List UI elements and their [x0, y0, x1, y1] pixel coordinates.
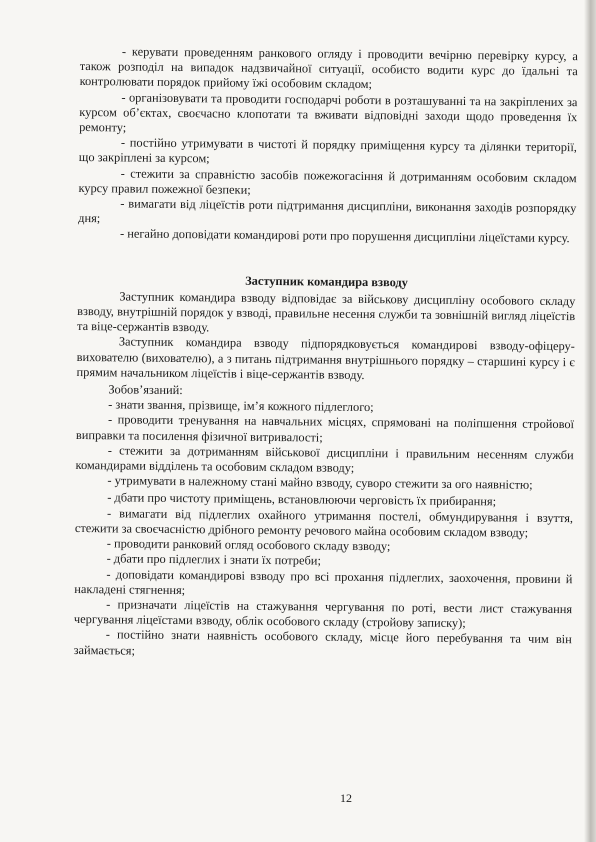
scan-edge-shadow — [584, 0, 596, 842]
duty-item: - утримувати в належному стані майно взводу, суворо стежити за ого наявністю; — [107, 473, 533, 493]
list-item: - керувати проведенням ранкового огляду і проводити вечірню перевірку курсу, а також розподіл на випадок надзвичайної ситуації, особисто водити курс до їдальні та контролювати порядок прийому їжі особовим складом; — [79, 44, 578, 92]
duty-item: - знати звання, прізвище, ім’я кожного підлеглого; — [108, 397, 374, 415]
section-paragraph: Заступник командира взводу відповідає за військову дисципліну особового складу взводу, внутрішній порядок у взводі, правильне несення служби та зовнішній вигляд ліцеїстів та віце-сержантів взводу. — [76, 289, 576, 335]
duty-item: - постійно знати наявність особового складу, місце його перебування та чим він займається; — [73, 627, 572, 658]
duty-item: - вимагати від підлеглих охайного утримання постелі, обмундирування і взуття, стежити за своєчасністю дрібного ремонту речового майна особовим складом взводу; — [74, 505, 574, 540]
section-paragraph: Заступник командира взводу підпорядковується командирові взводу-офіцеру-вихователю (вихователю), а з питань підтримання внутрішнього порядку – старшині курсу і є прямим начальником ліцеїстів і віце-сержантів взводу. — [76, 334, 575, 382]
page-text — [74, 44, 578, 663]
page-number: 12 — [340, 791, 352, 805]
duty-item: - дбати про підлеглих і знати їх потреби; — [106, 551, 322, 568]
duty-item: - дбати про чистоту приміщень, встановлюючи черговість їх прибирання; — [107, 490, 497, 509]
list-item: - організовувати та проводити господарчі роботи в розташуванні та на закріплених за курсом об’єктах, своєчасно клопотати та вживати відповідні заходи щодо проведення їх ремонту; — [79, 90, 578, 135]
duty-item: - стежити за дотриманням військової дисципліни і правильним несенням служби командирами відділень та особовим складом взводу; — [75, 443, 574, 475]
list-item: - негайно доповідати командирові роти про порушення дисципліни ліцеїстами курсу. — [119, 226, 570, 246]
duty-item: - призначати ліцеїстів на стажування чергування по роті, вести лист стажування чергування ліцеїстами взводу, облік особового складу (стройову записку); — [73, 597, 573, 631]
list-item: - постійно утримувати в чистоті й порядку приміщення курсу та ділянки території, що закріплені за курсом; — [78, 135, 578, 166]
duty-item: - проводити ранковий огляд особового складу взводу; — [106, 536, 391, 554]
duty-item: - доповідати командирові взводу про всі прохання підлеглих, заохочення, провини й накладені стягнення; — [74, 566, 573, 597]
duty-item: - проводити тренування на навчальних місцях, спрямовані на поліпшення стройової виправки та посилення фізичної витривалості; — [75, 412, 575, 445]
list-item: - стежити за справністю засобів пожежогасіння й дотриманням особовим складом курсу правил пожежної безпеки; — [78, 166, 577, 197]
duties-heading: Зобов’язаний: — [108, 382, 183, 398]
list-item: - вимагати від ліцеїстів роти підтримання дисципліни, виконання заходів розпорядку дня; — [78, 196, 577, 226]
section-title: Заступник командира взводу — [245, 273, 409, 290]
